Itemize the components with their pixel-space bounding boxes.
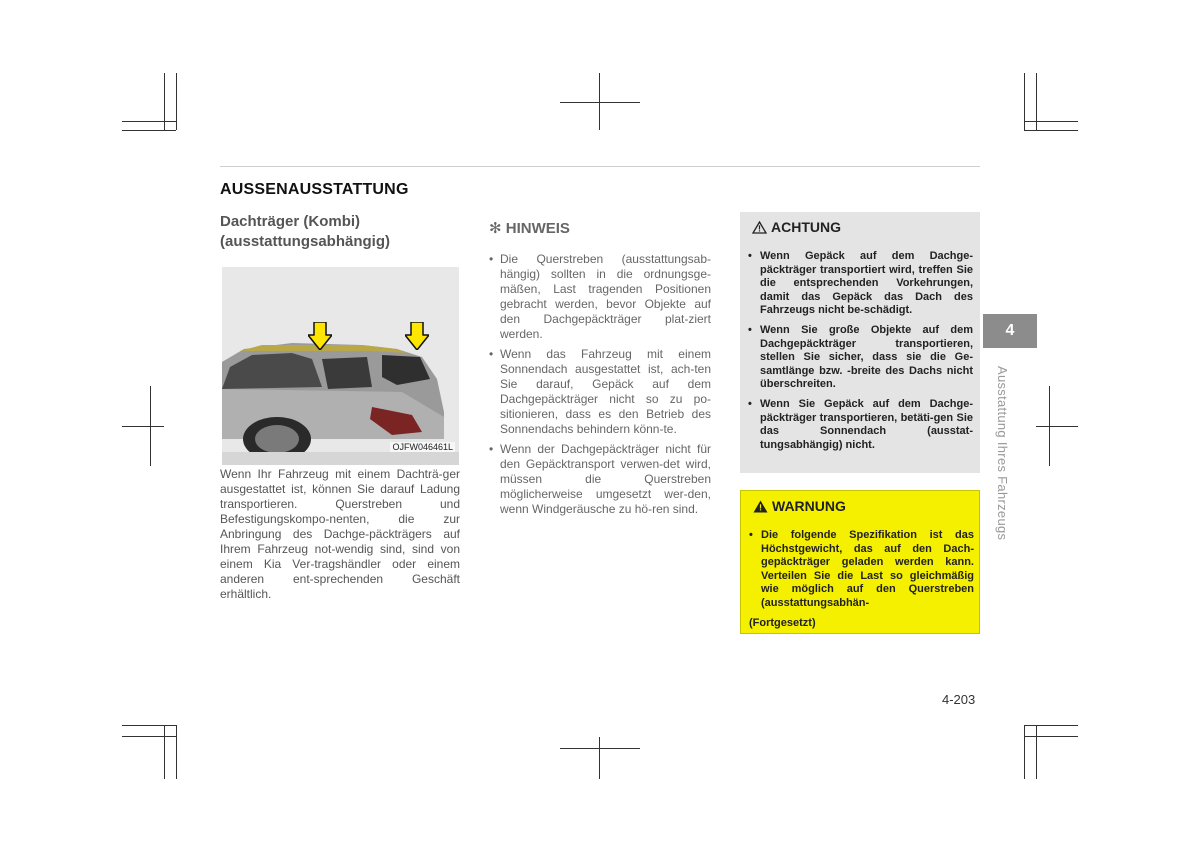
note-item: • Die Querstreben (ausstattungsab-hängig) sollten in die ordnungsge-mäßen, Last tragenden Positionen gebracht werden, bevor Objekte auf den Dachgepäckträger plat-ziert werden.: [489, 252, 711, 342]
note-heading: [489, 219, 570, 237]
note-list: [489, 252, 711, 522]
warning-title: WARNUNG: [772, 498, 846, 514]
note-item: • Wenn das Fahrzeug mit einem Sonnendach ausgestattet ist, ach-ten Sie darauf, Gepäck auf dem Dachgepäckträger nicht so zu po-sitionieren, dass es den Betrieb des Sonnendachs behindern könn-te.: [489, 347, 711, 437]
warning-triangle-icon: [752, 221, 767, 234]
warning-item: • Die folgende Spezifikation ist das Höchstgewicht, das auf den Dach-gepäckträger geladen werden kann. Verteilen Sie die Last so gleichmäßig wie möglich auf den Querstreben (ausstattungsabhän-: [749, 529, 974, 611]
caution-title: ACHTUNG: [771, 219, 841, 235]
arrow-down-icon: [405, 322, 429, 350]
body-paragraph: Wenn Ihr Fahrzeug mit einem Dachträ-ger ausgestattet ist, können Sie darauf Ladung transportieren. Querstreben und Befestigungskompo-nenten, die zur Anbringung des Dachge-päckträgers auf Ihrem Fahrzeug not-wendig sind, sind von einem Kia Ver-tragshändler oder einem anderen ent-sprechenden Geschäft erhältlich.: [220, 467, 460, 601]
arrow-down-icon: [308, 322, 332, 350]
subsection-title-line: Dachträger (Kombi): [220, 213, 361, 230]
warning-heading: [753, 498, 846, 514]
car-rear-illustration: [222, 267, 459, 465]
warning-box: [740, 490, 980, 634]
crop-mark: [164, 725, 165, 779]
crop-mark: [1024, 121, 1078, 122]
warning-list: [749, 529, 974, 617]
figure-code: OJFW046461L: [392, 442, 453, 452]
crop-mark: [122, 725, 176, 726]
registration-mark: [599, 73, 600, 130]
caution-box: [740, 212, 980, 473]
crop-mark: [122, 130, 176, 131]
crop-mark: [176, 725, 177, 779]
caution-item: • Wenn Sie große Objekte auf dem Dachgepäckträger transportieren, stellen Sie sicher, dass sie die Ge-samtlänge bzw. -breite des Dachs nicht überschreiten.: [748, 324, 973, 392]
crop-mark: [1024, 73, 1025, 130]
registration-mark: [1049, 386, 1050, 466]
crop-mark: [1024, 725, 1025, 779]
asterisk-icon: ✻: [489, 220, 502, 237]
caution-item: • Wenn Sie Gepäck auf dem Dachge-päckträger transportieren, betäti-gen Sie das Sonnendach (ausstat-tungsabhängig) nicht.: [748, 398, 973, 452]
crop-mark: [1024, 130, 1078, 131]
registration-mark: [599, 737, 600, 779]
crop-mark: [1036, 725, 1037, 779]
crop-mark: [164, 73, 165, 130]
crop-mark: [122, 736, 176, 737]
crop-mark: [1036, 73, 1037, 130]
roof-rack-illustration: [222, 267, 459, 465]
chapter-title: Ausstattung Ihres Fahrzeugs: [995, 366, 1010, 541]
note-item: • Wenn der Dachgepäckträger nicht für den Gepäcktransport verwen-det wird, müssen die Querstreben möglicherweise umgesetzt wer-den, wenn Windgeräusche zu hö-ren sind.: [489, 442, 711, 517]
crop-mark: [176, 73, 177, 130]
subsection-title: [220, 212, 470, 252]
registration-mark: [150, 386, 151, 466]
registration-mark: [1036, 426, 1078, 427]
note-title: HINWEIS: [505, 220, 570, 237]
crop-mark: [1024, 725, 1078, 726]
registration-mark: [560, 102, 640, 103]
chapter-tab: 4: [983, 314, 1037, 348]
subsection-title-line: (ausstattungsabhängig): [220, 233, 391, 250]
warning-triangle-icon: [753, 500, 768, 513]
header-rule: [220, 166, 980, 167]
section-title: AUSSENAUSSTATTUNG: [220, 181, 409, 198]
crop-mark: [1024, 736, 1078, 737]
page-number: 4-203: [942, 692, 976, 707]
caution-item: • Wenn Gepäck auf dem Dachge-päckträger transportiert wird, treffen Sie die entsprechenden Vorkehrungen, damit das Gepäck das Dach des Fahrzeugs nicht be-schädigt.: [748, 250, 973, 318]
caution-list: [748, 250, 973, 458]
continued-label: (Fortgesetzt): [749, 617, 816, 629]
caution-heading: [752, 219, 841, 235]
registration-mark: [560, 748, 640, 749]
crop-mark: [122, 121, 176, 122]
registration-mark: [122, 426, 164, 427]
